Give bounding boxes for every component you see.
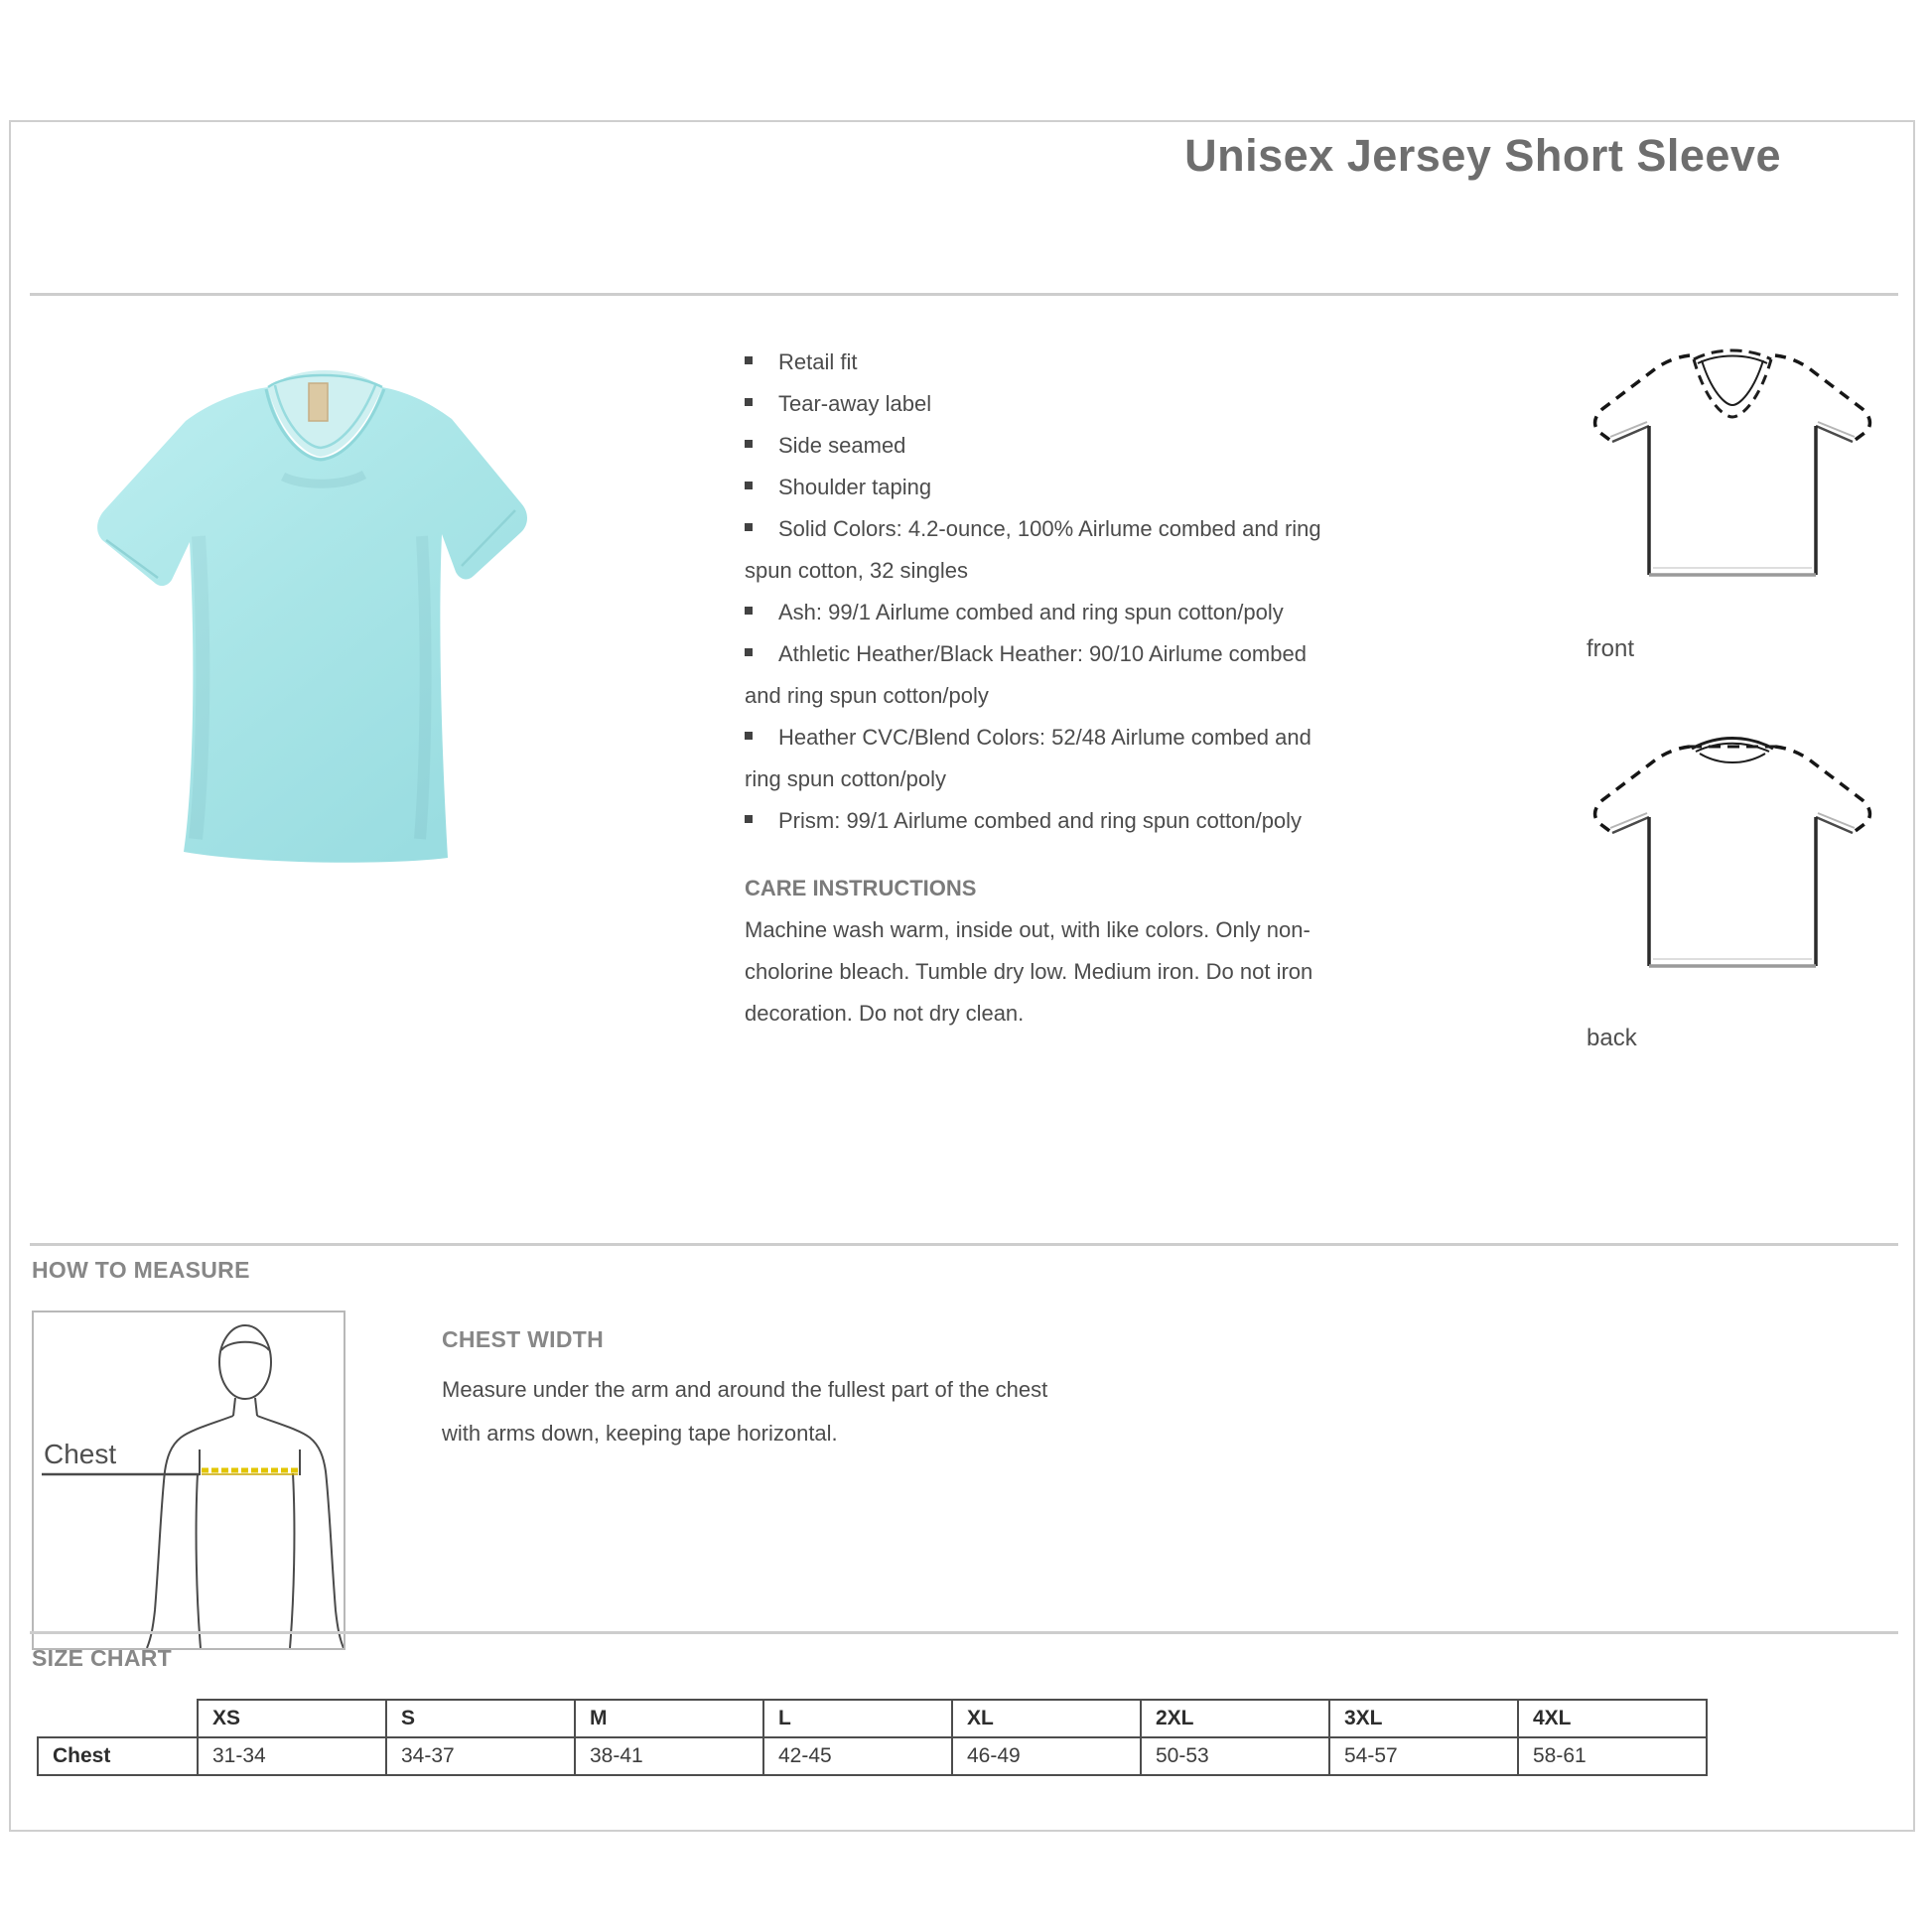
size-col-header: 4XL (1518, 1700, 1707, 1737)
bullet-square-icon (745, 815, 753, 823)
chest-value: 42-45 (763, 1737, 952, 1775)
bullet-square-icon (745, 523, 753, 531)
bullet-square-icon (745, 356, 753, 364)
care-instructions-text: Machine wash warm, inside out, with like colors. Only non-cholorine bleach. Tumble dry low. Medium iron. Do not iron decoration. Do not dry clean. (745, 917, 1313, 1026)
size-chart-corner-cell (38, 1700, 198, 1737)
chest-value: 50-53 (1141, 1737, 1329, 1775)
chest-value: 46-49 (952, 1737, 1141, 1775)
feature-list (745, 342, 1340, 842)
size-chart-heading: SIZE CHART (32, 1645, 172, 1671)
feature-item (745, 633, 1340, 717)
chest-row-label: Chest (38, 1737, 198, 1775)
size-chart-chest-row (38, 1737, 1707, 1775)
feature-text: Tear-away label (778, 391, 932, 416)
feature-text: Athletic Heather/Black Heather: 90/10 Airlume combed and ring spun cotton/poly (745, 641, 1307, 708)
size-col-header: 2XL (1141, 1700, 1329, 1737)
neck-label (309, 383, 328, 421)
feature-text: Ash: 99/1 Airlume combed and ring spun cotton/poly (778, 600, 1284, 624)
feature-item (745, 467, 1340, 508)
feature-item (745, 508, 1340, 592)
feature-item (745, 425, 1340, 467)
divider-size-chart (30, 1631, 1898, 1634)
size-col-header: XS (198, 1700, 386, 1737)
feature-text: Heather CVC/Blend Colors: 52/48 Airlume combed and ring spun cotton/poly (745, 725, 1311, 791)
tshirt-photo-illustration (55, 328, 571, 869)
feature-list-block (745, 342, 1340, 1035)
divider-how-to-measure (30, 1243, 1898, 1246)
chest-value: 54-57 (1329, 1737, 1518, 1775)
bullet-square-icon (745, 648, 753, 656)
chest-value: 38-41 (575, 1737, 763, 1775)
feature-text: Retail fit (778, 349, 858, 374)
divider-under-title (30, 293, 1898, 296)
bullet-square-icon (745, 607, 753, 615)
feature-text: Prism: 99/1 Airlume combed and ring spun cotton/poly (778, 808, 1303, 833)
care-instructions-heading: CARE INSTRUCTIONS (745, 876, 977, 900)
front-view-label: front (1587, 635, 1635, 662)
bullet-square-icon (745, 440, 753, 448)
bullet-square-icon (745, 482, 753, 489)
page-title: Unisex Jersey Short Sleeve (1184, 130, 1781, 181)
tshirt-back-diagram (1579, 721, 1886, 1019)
bullet-square-icon (745, 398, 753, 406)
size-col-header: M (575, 1700, 763, 1737)
size-col-header: 3XL (1329, 1700, 1518, 1737)
size-col-header: L (763, 1700, 952, 1737)
chest-width-text: Measure under the arm and around the fullest part of the chest with arms down, keeping tape horizontal. (442, 1377, 1048, 1446)
chest-value: 31-34 (198, 1737, 386, 1775)
feature-text: Side seamed (778, 433, 906, 458)
chest-diagram-label: Chest (44, 1439, 117, 1469)
feature-item (745, 592, 1340, 633)
feature-item (745, 800, 1340, 842)
how-to-measure-heading: HOW TO MEASURE (32, 1257, 250, 1283)
feature-item (745, 383, 1340, 425)
measure-diagram (32, 1311, 345, 1650)
chest-value: 58-61 (1518, 1737, 1707, 1775)
feature-text: Solid Colors: 4.2-ounce, 100% Airlume combed and ring spun cotton, 32 singles (745, 516, 1321, 583)
feature-item (745, 717, 1340, 800)
feature-text: Shoulder taping (778, 475, 932, 499)
chest-width-heading: CHEST WIDTH (442, 1326, 605, 1352)
size-col-header: XL (952, 1700, 1141, 1737)
tshirt-front-diagram (1579, 330, 1886, 627)
size-chart-header-row (38, 1700, 1707, 1737)
size-chart-table (37, 1699, 1708, 1776)
chest-value: 34-37 (386, 1737, 575, 1775)
feature-item (745, 342, 1340, 383)
bullet-square-icon (745, 732, 753, 740)
back-view-label: back (1587, 1025, 1637, 1051)
product-photo (55, 328, 571, 869)
size-col-header: S (386, 1700, 575, 1737)
